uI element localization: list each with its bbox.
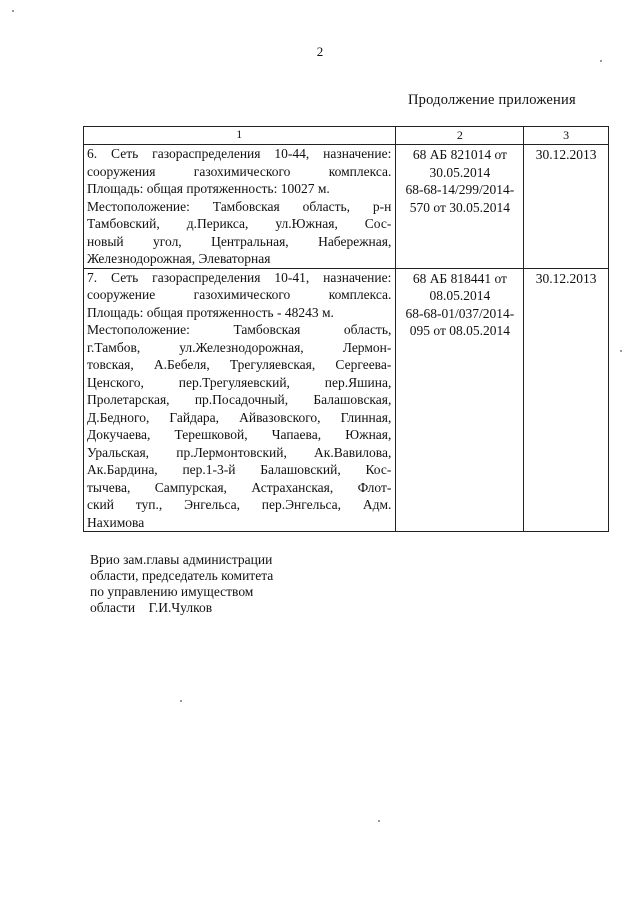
description-line: Тамбовский, д.Перикса, ул.Южная, Сос- — [87, 216, 392, 231]
description-line: Ценского, пер.Трегуляевский, пер.Яшина, — [87, 374, 392, 390]
object-description — [84, 268, 396, 532]
description-line: Местоположение: Тамбовская область, — [87, 322, 392, 337]
page-number: 2 — [316, 44, 324, 59]
description-line: Площадь: общая протяженность - 48243 м. — [87, 304, 334, 320]
signature-line: области Г.И.Чулков — [90, 600, 213, 615]
description-line: Нахимова — [87, 514, 145, 530]
description-line: сооружения газохимического комплекса. — [87, 163, 392, 179]
description-line: тычева, Сампурская, Астраханская, Флот- — [87, 479, 392, 495]
registration-line: 30.05.2014 — [429, 164, 491, 180]
property-table — [83, 126, 609, 532]
scan-speck — [620, 350, 622, 352]
description-line: Д.Бедного, Гайдара, Айвазовского, Глинная, — [87, 409, 392, 425]
scan-speck — [180, 700, 182, 702]
description-line: Железнодорожная, Элеваторная — [87, 251, 271, 266]
registration-line: 68 АБ 818441 от — [412, 270, 507, 286]
registration-line: 08.05.2014 — [429, 288, 491, 303]
date-cell: 30.12.2013 — [524, 268, 609, 532]
description-line: 6. Сеть газораспределения 10-44, назначение: — [87, 146, 392, 161]
description-line: ский туп., Энгельса, пер.Энгельса, Адм. — [87, 497, 392, 512]
table-row — [84, 268, 609, 532]
object-description — [84, 145, 396, 269]
scan-speck — [378, 820, 380, 822]
table-header-row — [84, 127, 609, 145]
description-line: товская, А.Бебеля, Трегуляевская, Сергеева- — [87, 357, 392, 372]
registration-line: 570 от 30.05.2014 — [409, 199, 510, 215]
description-line: 7. Сеть газораспределения 10-41, назначение: — [87, 269, 392, 285]
registration-info — [396, 145, 524, 269]
signature-line: по управлению имуществом — [90, 584, 254, 599]
description-line: новый угол, Центральная, Набережная, — [87, 233, 392, 249]
continuation-heading: Продолжение приложения — [408, 92, 576, 108]
description-line: Площадь: общая протяженность: 10027 м. — [87, 181, 330, 196]
date-cell: 30.12.2013 — [524, 145, 609, 269]
registration-line: 68-68-14/299/2014- — [405, 182, 515, 197]
registration-info — [396, 268, 524, 532]
registration-line: 68 АБ 821014 от — [412, 147, 507, 162]
table-row — [84, 145, 609, 269]
column-header-1: 1 — [84, 127, 396, 145]
scan-speck — [600, 60, 602, 62]
signature-line: Врио зам.главы администрации — [90, 552, 273, 567]
description-line: сооружение газохимического комплекса. — [87, 287, 392, 302]
signature-block — [90, 552, 273, 616]
description-line: Ак.Бардина, пер.1-3-й Балашовский, Кос- — [87, 462, 392, 477]
description-line: г.Тамбов, ул.Железнодорожная, Лермон- — [87, 339, 392, 355]
description-line: Уральская, пр.Лермонтовский, Ак.Вавилова, — [87, 444, 392, 460]
column-header-2: 2 — [396, 127, 524, 145]
column-header-3: 3 — [524, 127, 609, 145]
registration-line: 095 от 08.05.2014 — [409, 323, 510, 338]
description-line: Местоположение: Тамбовская область, р-н — [87, 198, 392, 214]
description-line: Пролетарская, пр.Посадочный, Балашовская, — [87, 392, 392, 407]
registration-line: 68-68-01/037/2014- — [405, 305, 515, 321]
description-line: Докучаева, Терешковой, Чапаева, Южная, — [87, 427, 392, 442]
scan-speck — [12, 10, 14, 12]
signature-line: области, председатель комитета — [90, 568, 274, 583]
